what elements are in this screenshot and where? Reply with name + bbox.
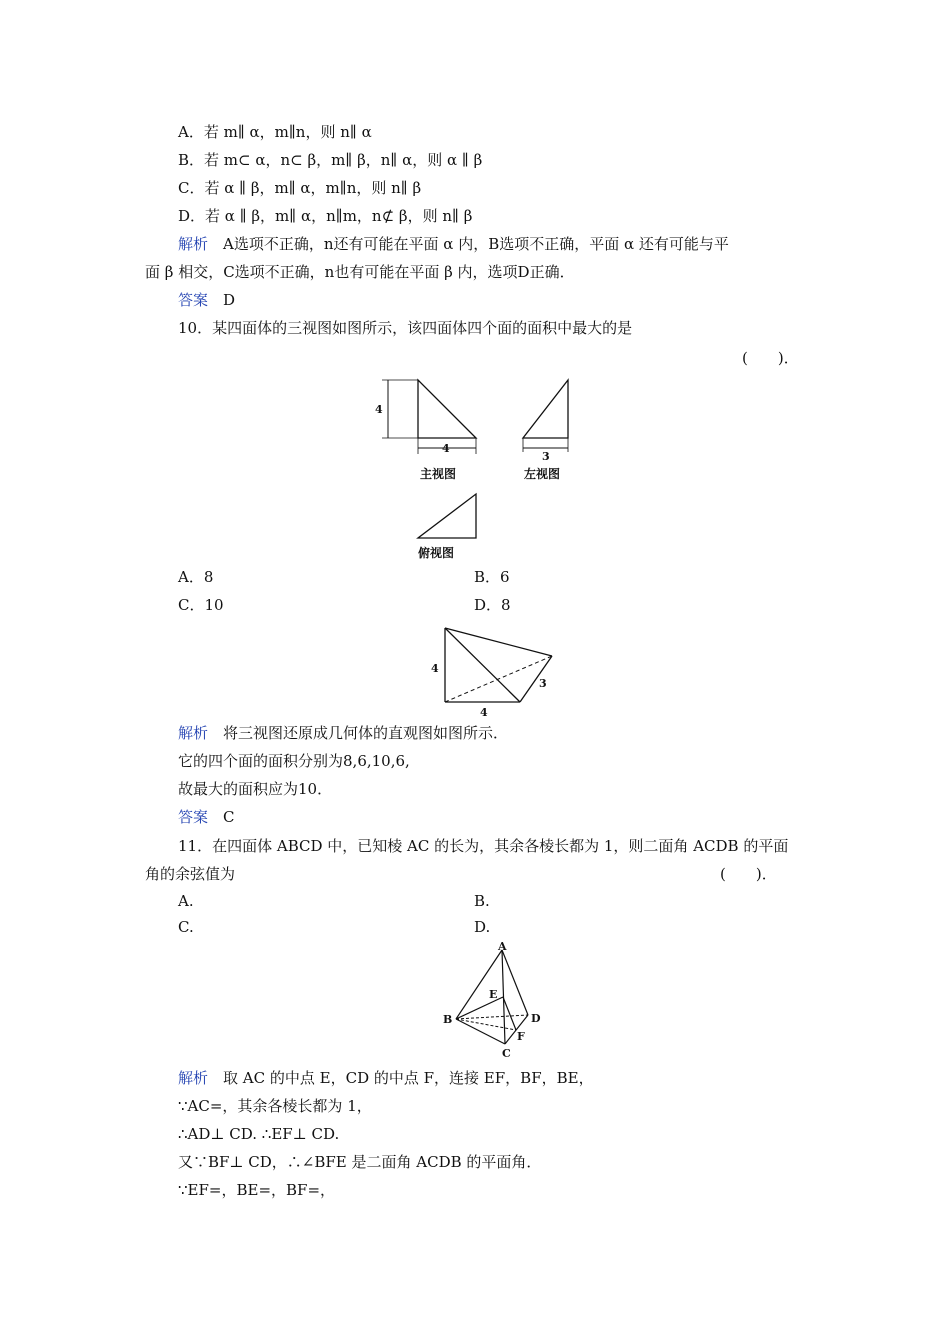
front-view-figure bbox=[370, 372, 485, 462]
q11-analysis-text-1: 取 AC 的中点 E，CD 的中点 F，连接 EF，BF，BE， bbox=[223, 1069, 594, 1087]
analysis-label: 解析 bbox=[178, 1069, 209, 1087]
q11-stem-2: 角的余弦值为 bbox=[145, 865, 236, 883]
q11-analysis-text-5: ∵EF=，BE=，BF=， bbox=[178, 1181, 336, 1199]
solid-bottom-label: 4 bbox=[480, 706, 488, 719]
top-view-triangle bbox=[418, 494, 476, 538]
q9-option-a: A．若 m∥ α，m∥n，则 n∥ α bbox=[178, 123, 372, 141]
front-view-width-label: 4 bbox=[442, 442, 450, 455]
answer-label: 答案 bbox=[178, 808, 209, 826]
q9-option-b: B．若 m⊂ α，n⊂ β，m∥ β，n∥ α，则 α ∥ β bbox=[178, 151, 483, 169]
side-view-triangle bbox=[523, 380, 568, 438]
analysis-label: 解析 bbox=[178, 724, 209, 742]
q9-analysis bbox=[178, 234, 729, 254]
point-d-label: D bbox=[531, 1012, 541, 1025]
q11-option-d: D. bbox=[474, 918, 491, 936]
side-view-width-label: 3 bbox=[542, 450, 550, 462]
q11-option-c: C. bbox=[178, 918, 194, 936]
front-view-triangle bbox=[418, 380, 476, 438]
tetrahedron-abcd-figure bbox=[438, 940, 548, 1062]
q10-option-d: D．8 bbox=[474, 596, 511, 614]
q10-analysis-text-3: 故最大的面积应为10． bbox=[178, 780, 333, 798]
q10-answer bbox=[178, 807, 235, 827]
q11-analysis-text-4: 又∵BF⊥ CD，∴∠BFE 是二面角 ACDB 的平面角． bbox=[178, 1153, 542, 1171]
q11-stem-1: 11．在四面体 ABCD 中，已知棱 AC 的长为，其余各棱长都为 1，则二面角 ACDB 的平面 bbox=[178, 837, 789, 855]
q9-answer bbox=[178, 290, 235, 310]
q11-option-a: A. bbox=[178, 892, 194, 910]
q9-answer-value: D bbox=[223, 291, 236, 309]
q9-option-d: D．若 α ∥ β，m∥ α，n∥m，n⊄ β，则 n∥ β bbox=[178, 207, 473, 225]
q9-option-c: C．若 α ∥ β，m∥ α，m∥n，则 n∥ β bbox=[178, 179, 422, 197]
q9-analysis-text-2: 面 β 相交，C选项不正确，n也有可能在平面 β 内，选项D正确． bbox=[145, 263, 575, 281]
q10-option-b: B．6 bbox=[474, 568, 510, 586]
top-view-figure bbox=[412, 488, 484, 544]
point-a-label: A bbox=[498, 940, 507, 953]
q11-analysis-text-3: ∴AD⊥ CD. ∴EF⊥ CD. bbox=[178, 1125, 340, 1143]
q10-answer-paren: ( )． bbox=[742, 349, 799, 367]
front-view-caption: 主视图 bbox=[420, 467, 457, 481]
point-c-label: C bbox=[502, 1047, 511, 1060]
top-view-caption: 俯视图 bbox=[418, 546, 455, 560]
q10-option-c: C．10 bbox=[178, 596, 224, 614]
point-b-label: B bbox=[443, 1013, 453, 1026]
q11-option-b: B. bbox=[474, 892, 490, 910]
side-view-caption: 左视图 bbox=[524, 467, 561, 481]
q11-answer-paren: ( )． bbox=[720, 865, 777, 883]
side-view-figure bbox=[515, 372, 585, 462]
q10-analysis-text-1: 将三视图还原成几何体的直观图如图所示． bbox=[223, 724, 509, 742]
solid-left-label: 4 bbox=[431, 662, 439, 675]
point-e-label: E bbox=[489, 988, 498, 1001]
q11-analysis bbox=[178, 1068, 594, 1088]
analysis-label: 解析 bbox=[178, 235, 209, 253]
q10-answer-value: C bbox=[223, 808, 235, 826]
q11-analysis-text-2: ∵AC=，其余各棱长都为 1， bbox=[178, 1097, 372, 1115]
front-view-height-label: 4 bbox=[375, 403, 383, 416]
q10-option-a: A．8 bbox=[178, 568, 214, 586]
q10-analysis-text-2: 它的四个面的面积分别为8,6,10,6, bbox=[178, 752, 410, 770]
q9-analysis-text-1: A选项不正确，n还有可能在平面 α 内，B选项不正确，平面 α 还有可能与平 bbox=[223, 235, 729, 253]
answer-label: 答案 bbox=[178, 291, 209, 309]
tetrahedron-solid-figure bbox=[425, 620, 565, 720]
q10-analysis bbox=[178, 723, 508, 743]
q10-stem: 10．某四面体的三视图如图所示，该四面体四个面的面积中最大的是 bbox=[178, 319, 633, 337]
solid-right-label: 3 bbox=[539, 677, 547, 690]
point-f-label: F bbox=[517, 1030, 525, 1043]
